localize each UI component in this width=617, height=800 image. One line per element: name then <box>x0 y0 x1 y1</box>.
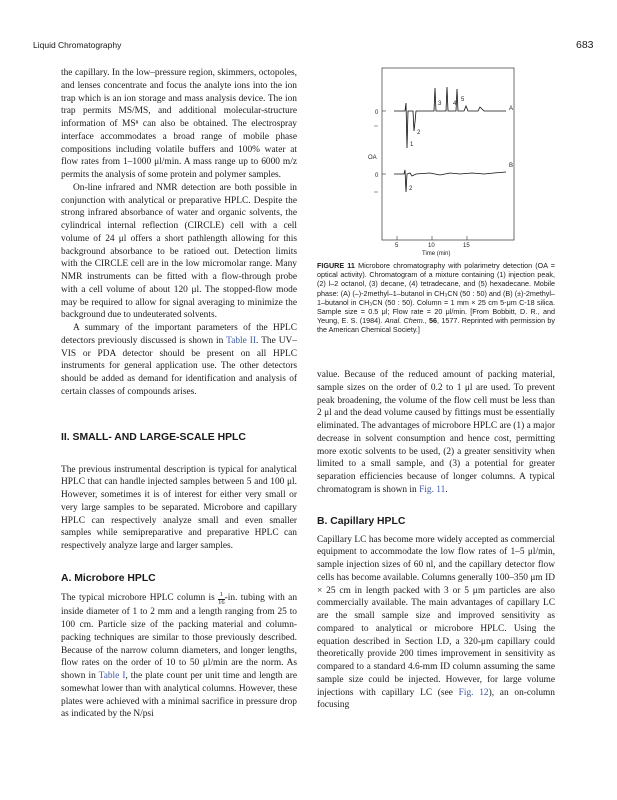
fraction-denominator: 16 <box>218 598 225 606</box>
paragraph: the capillary. In the low–pressure region, skimmers, octopoles, and lenses concentrate and focus the analyte ions into the ion trap which is an ion storage and mass analysis device. The ion trap permits MS/MS, and additional molecular-structure information of MSⁿ can also be obtained. The electrospray interface accommodates a broad range of mobile phase compositions including volatile buffers and 100% water at flow rates from 1–1000 μl/min. A mass range up to 6000 m/z permits the analysis of some protein and polymer samples. <box>61 68 297 180</box>
fraction-numerator: 1 <box>219 591 224 599</box>
caption-volume: 56 <box>429 316 438 326</box>
table-i-link[interactable]: Table I <box>98 671 126 681</box>
trace-a-label: A <box>509 106 514 112</box>
text-run: . The UV–VIS or PDA detector should be present on all HPLC instruments for general application use. The other detectors should be added as demand for identification and analysis of certain classes of compounds arises. <box>61 335 297 397</box>
section-heading: II. SMALL- AND LARGE-SCALE HPLC <box>61 431 246 443</box>
text-run: , the plate count per unit time and length are somewhat lower than with analytical columns. However, these plates were achieved with a minimal sacrifice in pressure drop as indicated by the N/psi <box>61 671 297 720</box>
left-column <box>61 67 297 721</box>
peak-label: 1 <box>410 142 414 148</box>
peak-label: 4 <box>453 101 457 107</box>
zero-label-b: 0 <box>375 173 379 179</box>
text-run: -in. tubing with an inside diameter of 1 to 2 mm and a length ranging from 25 to 100 cm. Particle size of the packing material and column-packing techniques are similar to those previously described. Because of the narrow column diameters, and longer lengths, flow rates on the order of 10 to 50 μl/min are the norm. As shown in <box>61 592 298 681</box>
x-axis-label: Time (min) <box>422 251 451 257</box>
trace-a <box>394 87 506 148</box>
running-head: Liquid Chromatography <box>33 40 122 50</box>
trace-b-label: B <box>509 163 514 169</box>
x-tick-label: 5 <box>395 243 399 249</box>
plot-frame <box>382 68 514 240</box>
chromatogram-figure <box>360 60 520 260</box>
x-tick-label: 15 <box>463 243 470 249</box>
figure-caption <box>317 261 555 335</box>
text-run: ), an on-column focusing <box>317 687 555 711</box>
peak-label-b: 2 <box>409 186 413 192</box>
paragraph: The previous instrumental description is typical for analytical HPLC that can handle injected samples between 5 and 100 μl. However, sometimes it is of interest for either very small or very large samples to be separated. Microbore and capillary HPLC can respectively analyze small and even smaller samples while semipreparative and preparative HPLC can respectively analyze large and larger samples. <box>61 464 297 551</box>
caption-tail: , 1577. Reprinted with permission by the American Chemical Society.] <box>317 316 555 335</box>
paragraph <box>61 322 297 399</box>
caption-label: FIGURE 11 <box>317 261 355 270</box>
peak-label: 5 <box>461 97 465 103</box>
x-tick-label: 10 <box>428 243 435 249</box>
paragraph: On-line infrared and NMR detection are both possible in conjunction with analytical or preparative HPLC. Despite the strong infrared absorbance of water and organic solvents, the cylindrical internal reflection (CIRCLE) cell with a cell volume of 24 μl offers a short pathlength allowing for this background absorbance to be ratioed out. Detection limits with the CIRCLE cell are in the low micromolar range. Many NMR instruments can be fitted with a flow-through probe with a cell volume of about 120 μl. The stopped-flow mode may be required to allow for signal averaging to minimize the background due to undeuterated solvents. <box>61 182 297 321</box>
fig-11-link[interactable]: Fig. 11 <box>419 484 446 495</box>
fig-12-link[interactable]: Fig. 12 <box>458 687 489 698</box>
right-column <box>317 369 555 712</box>
paragraph <box>317 534 555 713</box>
paragraph <box>317 369 555 497</box>
text-run: A summary of the important parameters of the HPLC detectors previously discussed is shown in <box>61 323 297 346</box>
peak-label: 3 <box>438 101 442 107</box>
table-ii-link[interactable]: Table II <box>226 335 257 346</box>
paragraph <box>61 592 297 721</box>
oa-axis-label: OA <box>368 155 377 161</box>
text-run: The typical microbore HPLC column is <box>61 592 219 603</box>
peak-label: 2 <box>417 130 421 136</box>
subsection-heading: A. Microbore HPLC <box>61 572 156 584</box>
zero-label-a: 0 <box>375 110 379 116</box>
caption-text: Microbore chromatography with polarimetry detection (OA = optical activity). Chromatogram of a mixture containing (1) injection peak, (2) l–2 octanol, (3) decane, (4) tetradecane, and (5) hexadecane. Mobile phase: (A) (–)-2methyl–1–butanol in CH₃CN (50 : 50) and (B) (±)-2methyl–1–butanol in CH₃CN (50 : 50). Column = 1 mm × 25 cm 5-μm C-18 silica. Sample size = 0.5 μl; Flow rate = 20 μl/min. [From Bobbitt, D. R., and Yeung, E. S. (1984). <box>317 261 556 326</box>
page-number: 683 <box>576 39 594 51</box>
text-run: Capillary LC has become more widely accepted as commercial equipment to accommodate the low flow rates of 1–5 μl/min, sample injection sizes of 60 nl, and the capillary detector flow cells has become available. Columns generally 100–350 μm ID × 25 cm in length packed with 3 or 5 μm particles are also commercially available. The main advantages of capillary LC are the small sample size and improved sensitivity as compared to analytical or microbore HPLC. Using the equation described in Section I.D, a 320-μm capillary could theoretically provide 200 times improvement in sensitivity as compared to a standard 4.6-mm ID column assuming the same sample size could be injected. However, for large volume injections with capillary LC (see <box>317 534 555 698</box>
text-run: value. Because of the reduced amount of packing material, sample sizes on the order of 0.2 to 1 μl are used. To prevent peak broadening, the volume of the flow cell must be less than 2 μl and the dead volume caused by fittings must be essentially eliminated. The advantages of microbore HPLC are (1) a major decrease in solvent consumption and hence cost, permitting more exotic solvents to be used, (2) a greater sensitivity when limited to a small sample, and (3) a potential for greater separation efficiencies because of longer columns. A typical chromatogram is shown in <box>317 370 555 495</box>
subsection-heading: B. Capillary HPLC <box>317 515 406 527</box>
text-run: . <box>445 484 448 495</box>
caption-journal: Anal. Chem. <box>384 316 425 326</box>
caption-sep: , <box>424 316 430 326</box>
